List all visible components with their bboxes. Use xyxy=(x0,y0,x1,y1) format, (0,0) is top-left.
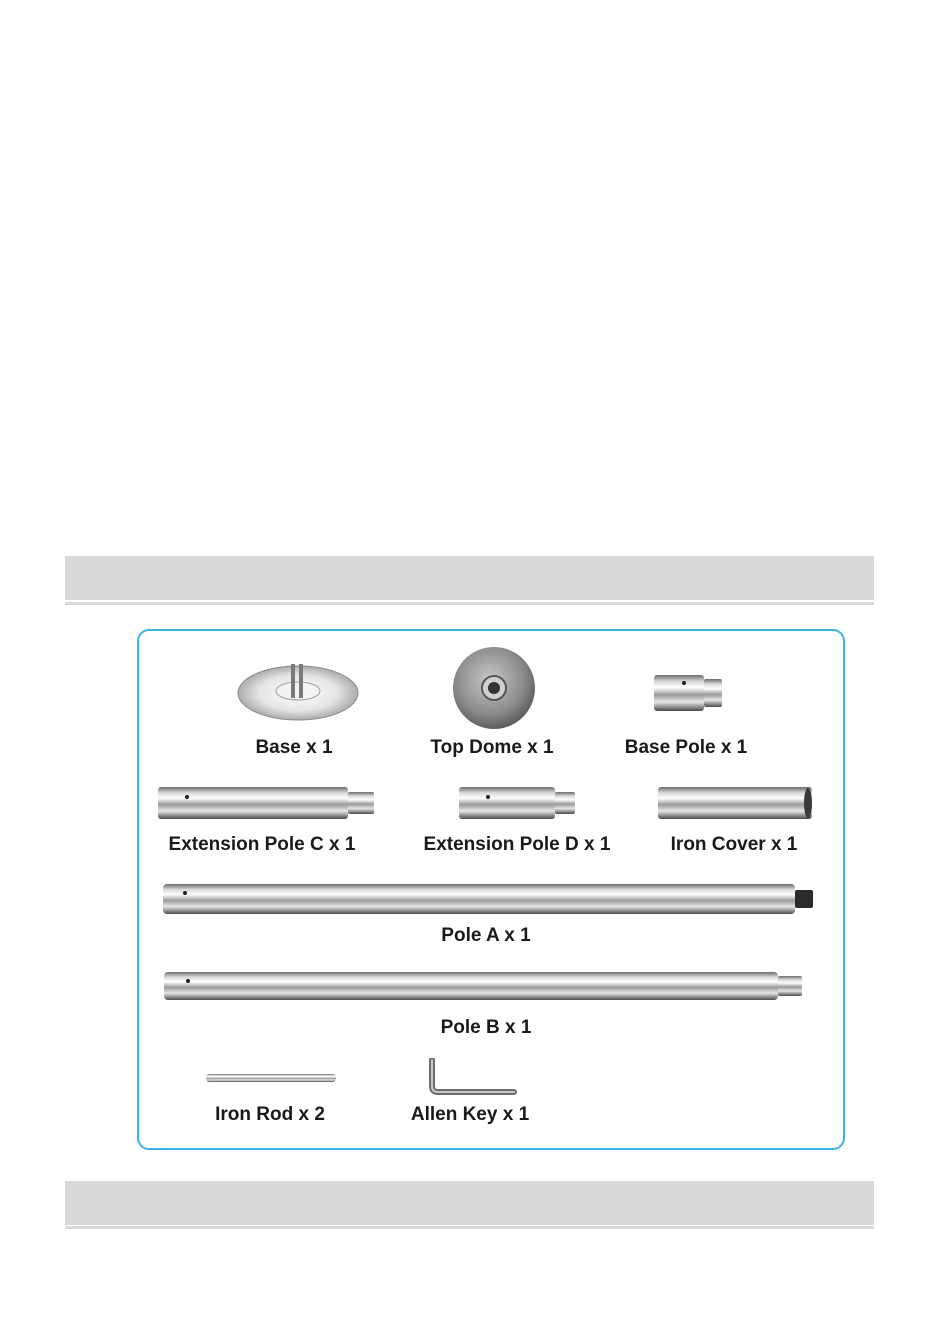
top-dome-image xyxy=(452,646,536,730)
base-pole-image xyxy=(654,671,724,715)
pole-a-label: Pole A x 1 xyxy=(441,925,531,946)
section-header-bar-2 xyxy=(65,1181,874,1225)
iron-cover-image xyxy=(658,786,814,820)
pole-b-label: Pole B x 1 xyxy=(440,1017,532,1038)
section-divider xyxy=(65,602,874,605)
extension-pole-d-image xyxy=(459,786,577,820)
extension-pole-d-label: Extension Pole D x 1 xyxy=(423,834,611,855)
iron-cover-label: Iron Cover x 1 xyxy=(670,834,798,855)
base-label: Base x 1 xyxy=(255,737,333,758)
section-divider-2 xyxy=(65,1226,874,1229)
pole-a-image xyxy=(163,883,815,915)
base-pole-label: Base Pole x 1 xyxy=(624,737,748,758)
extension-pole-c-image xyxy=(158,786,376,820)
section-header-bar xyxy=(65,556,874,600)
iron-rod-image xyxy=(206,1072,338,1084)
iron-rod-label: Iron Rod x 2 xyxy=(215,1104,325,1125)
pole-b-image xyxy=(164,971,804,1001)
allen-key-image xyxy=(426,1058,518,1096)
base-image xyxy=(236,660,360,722)
top-dome-label: Top Dome x 1 xyxy=(430,737,554,758)
allen-key-label: Allen Key x 1 xyxy=(410,1104,530,1125)
extension-pole-c-label: Extension Pole C x 1 xyxy=(168,834,356,855)
